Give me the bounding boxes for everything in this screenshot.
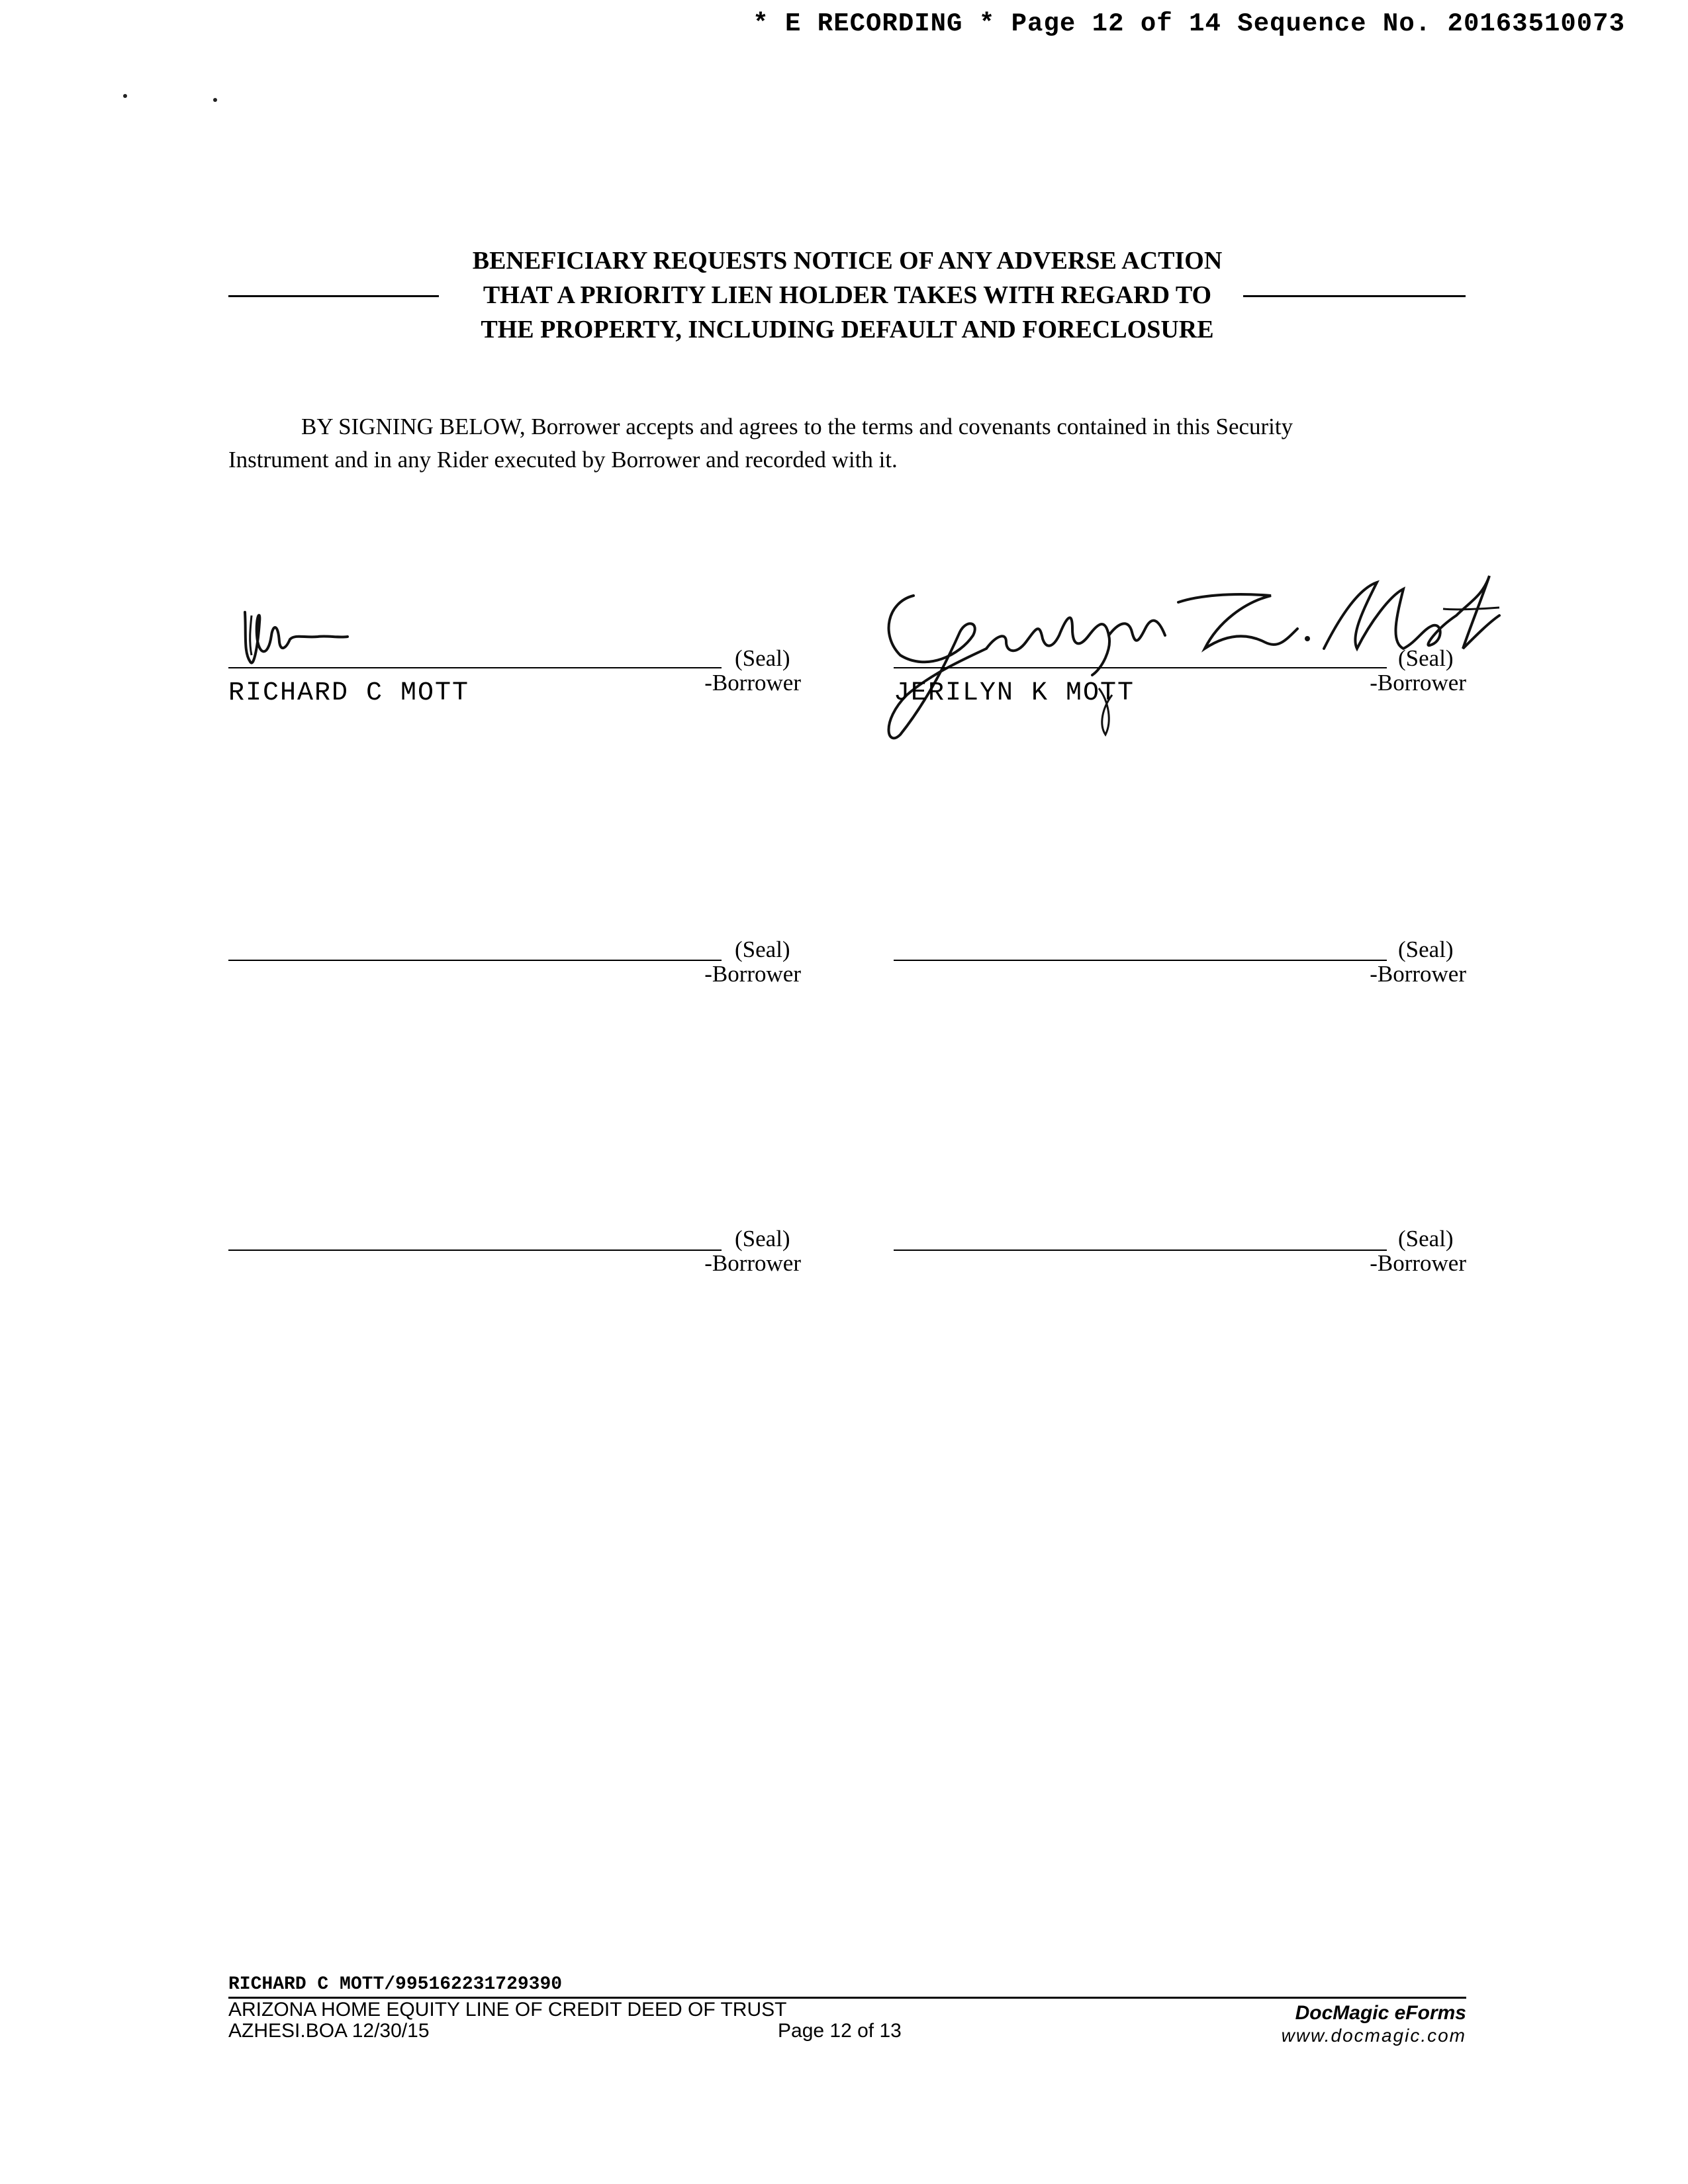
seal-label-4: (Seal) [1398,936,1454,962]
borrower-label-2: -Borrower [1370,670,1466,696]
footer-form-code: AZHESI.BOA 12/30/15 [228,2020,430,2042]
scan-speck [213,98,217,102]
borrower-label-5: -Borrower [704,1250,801,1276]
heading-line-2: THAT A PRIORITY LIEN HOLDER TAKES WITH REGARD TO [483,281,1212,309]
signature-line-1 [228,667,722,668]
seal-label-3: (Seal) [735,936,790,962]
signature-line-2 [894,667,1387,668]
footer-page-number: Page 12 of 13 [778,2020,902,2042]
heading-line-3: THE PROPERTY, INCLUDING DEFAULT AND FORECLOSURE [481,316,1214,343]
seal-label-5: (Seal) [735,1226,790,1251]
recording-header: * E RECORDING * Page 12 of 14 Sequence No. 20163510073 [753,9,1625,38]
signing-paragraph [228,410,1466,477]
borrower-label-3: -Borrower [704,961,801,987]
borrower-label-1: -Borrower [704,670,801,696]
scan-speck [123,94,127,98]
seal-label-6: (Seal) [1398,1226,1454,1251]
paragraph-text-1: BY SIGNING BELOW, Borrower accepts and agrees to the terms and covenants contained in this Security [301,414,1293,439]
footer-form-title: ARIZONA HOME EQUITY LINE OF CREDIT DEED OF TRUST [228,1999,787,2021]
heading-line-1: BENEFICIARY REQUESTS NOTICE OF ANY ADVERSE ACTION [472,247,1223,275]
signature-richard [232,596,364,675]
paragraph-line-1 [228,410,1466,443]
seal-label-2: (Seal) [1398,645,1454,671]
borrower-name-2: JERILYN K MOTT [894,678,1135,708]
borrower-label-6: -Borrower [1370,1250,1466,1276]
borrower-label-4: -Borrower [1370,961,1466,987]
docmagic-logo: DocMagic eForms [1295,2002,1466,2024]
heading-rule-right [1243,295,1466,297]
docmagic-url: www.docmagic.com [1281,2025,1466,2046]
borrower-name-1: RICHARD C MOTT [228,678,470,708]
seal-label-1: (Seal) [735,645,790,671]
footer-loan-reference: RICHARD C MOTT/995162231729390 [228,1974,563,1995]
paragraph-line-2: Instrument and in any Rider executed by Borrower and recorded with it. [228,447,898,473]
